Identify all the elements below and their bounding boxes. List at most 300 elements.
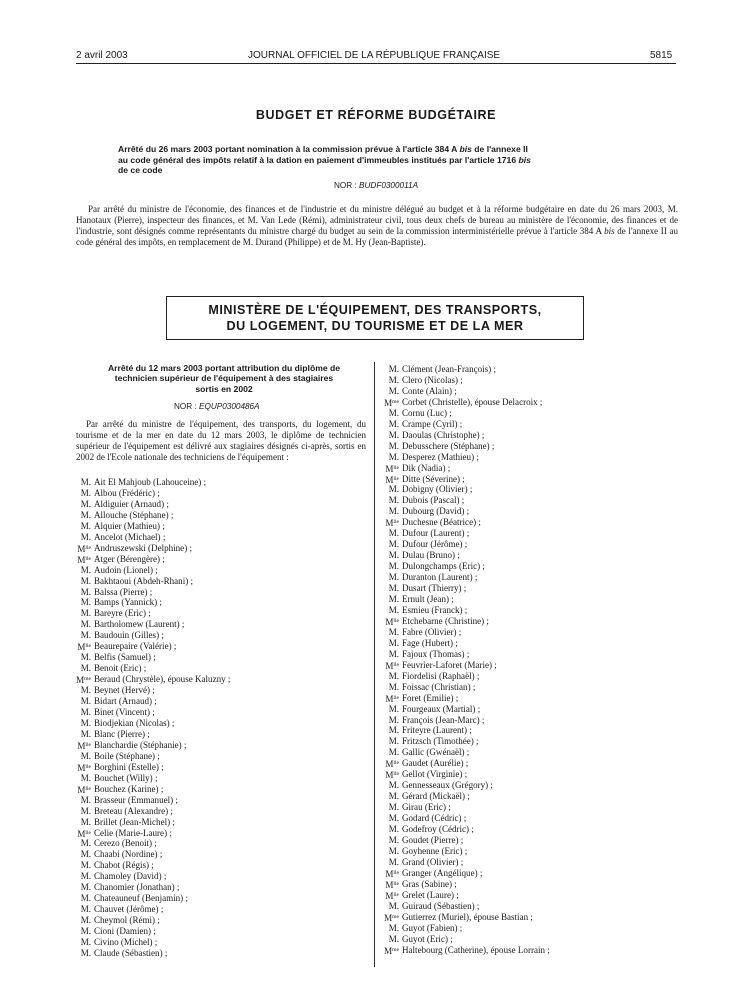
section-title-budget: BUDGET ET RÉFORME BUDGÉTAIRE (255, 108, 497, 122)
name-entry (384, 693, 550, 704)
name-entry (384, 715, 550, 726)
civility-title: M. (80, 586, 91, 597)
name-entry (384, 868, 550, 879)
civility-title: M. (388, 604, 399, 615)
name-entry (384, 408, 550, 419)
civility-title: $M^{lle}$ (385, 759, 399, 770)
civility-title: M. (80, 652, 91, 663)
name-entry (76, 587, 230, 598)
person-name: Guyot (Fabien) ; (402, 922, 463, 933)
person-name: Dulau (Bruno) ; (402, 550, 460, 561)
civility-title: $M^{lle}$ (385, 660, 399, 671)
person-name: Haltebourg (Catherine), épouse Lorrain ; (402, 944, 550, 955)
civility-title: M. (388, 900, 399, 911)
header-rule (76, 63, 676, 64)
person-name: Godard (Cédric) ; (402, 813, 467, 824)
civility-title: M. (80, 871, 91, 882)
civility-title: M. (388, 374, 399, 385)
name-entry (384, 736, 550, 747)
person-name: Clément (Jean-François) ; (402, 364, 496, 374)
civility-title: M. (388, 856, 399, 867)
person-name: Cheymol (Rémi) ; (94, 915, 160, 926)
name-entry (384, 671, 550, 682)
name-entry (76, 674, 230, 685)
person-name: Dubourg (David) ; (402, 506, 470, 517)
person-name: Etchebarne (Christine) ; (402, 615, 489, 626)
person-name: Gérard (Mickaël) ; (402, 791, 470, 802)
name-entry (384, 835, 550, 846)
person-name: Ait El Mahjoub (Lahouceine) ; (94, 477, 207, 487)
civility-title: M. (388, 626, 399, 637)
civility-title: M. (80, 663, 91, 674)
civility-title: M. (80, 816, 91, 827)
person-name: Brasseur (Emmanuel) ; (94, 794, 178, 805)
name-entry (384, 846, 550, 857)
person-name: Benoit (Eric) ; (94, 663, 147, 674)
civility-title: M. (80, 619, 91, 630)
name-entry (76, 828, 230, 839)
civility-title: M. (80, 564, 91, 575)
civility-title: M. (80, 477, 91, 487)
person-name: Dufour (Jérôme) ; (402, 539, 468, 550)
person-name: Grelet (Laure) ; (402, 889, 459, 900)
arrete-title-equipement: Arrêté du 12 mars 2003 portant attribution du diplôme de technicien supérieur de l'équipement à des stagiaires sortis en 2002 (107, 363, 341, 394)
person-name: Granger (Angélique) ; (402, 867, 483, 878)
name-entry (76, 652, 230, 663)
person-name: Gras (Sabine) ; (402, 878, 457, 889)
name-entry (384, 463, 550, 474)
person-name: Clero (Nicolas) ; (402, 374, 463, 385)
civility-title: M. (388, 802, 399, 813)
name-entry (76, 871, 230, 882)
person-name: Ditte (Séverine) ; (402, 473, 465, 484)
civility-title: $M^{lle}$ (77, 828, 91, 839)
name-entry (76, 488, 230, 499)
civility-title: M. (80, 520, 91, 531)
civility-title: $M^{lle}$ (77, 740, 91, 751)
person-name: Gellot (Virginie) ; (402, 769, 468, 780)
civility-title: M. (80, 893, 91, 904)
name-entry (76, 696, 230, 707)
person-name: Beaurepaire (Valérie) ; (94, 641, 177, 652)
person-name: Gennesseaux (Grégory) ; (402, 780, 493, 791)
civility-title: $M^{lle}$ (385, 518, 399, 529)
header-date: 2 avril 2003 (76, 50, 128, 61)
name-entry (384, 517, 550, 528)
name-entry (76, 532, 230, 543)
name-entry (384, 397, 550, 408)
person-name: Desperez (Mathieu) ; (402, 451, 479, 462)
person-name: Guiraud (Sébastien) ; (402, 900, 480, 911)
name-entry (76, 565, 230, 576)
name-entry (384, 802, 550, 813)
civility-title: M. (388, 670, 399, 681)
name-entry (76, 904, 230, 915)
person-name: Blanc (Pierre) ; (94, 728, 150, 739)
name-entry (384, 572, 550, 583)
name-entry (384, 660, 550, 671)
person-name: Boile (Stéphane) ; (94, 750, 160, 761)
name-entry (76, 576, 230, 587)
civility-title: M. (80, 509, 91, 520)
person-name: Fage (Hubert) ; (402, 637, 458, 648)
civility-title: M. (80, 904, 91, 915)
civility-title: $M^{lle}$ (77, 554, 91, 565)
person-name: Breteau (Alexandre) ; (94, 805, 173, 816)
civility-title: M. (80, 772, 91, 783)
person-name: Bouchet (Willy) ; (94, 772, 158, 783)
person-name: Atger (Bérengère) ; (94, 553, 165, 564)
civility-title: M. (80, 805, 91, 816)
civility-title: M. (388, 824, 399, 835)
person-name: Dubois (Pascal) ; (402, 495, 465, 506)
name-entry (76, 915, 230, 926)
person-name: Beynet (Hervé) ; (94, 685, 155, 696)
person-name: Foissac (Christian) ; (402, 681, 476, 692)
civility-title: $M^{me}$ (384, 912, 399, 923)
name-entry (384, 890, 550, 901)
person-name: Alquier (Mathieu) ; (94, 520, 165, 531)
person-name: Dusart (Thierry) ; (402, 583, 467, 594)
civility-title: M. (388, 747, 399, 758)
name-entry (384, 583, 550, 594)
civility-title: M. (80, 728, 91, 739)
name-entry (76, 795, 230, 806)
person-name: Bamps (Yannick) ; (94, 597, 162, 608)
civility-title: $M^{lle}$ (385, 693, 399, 704)
civility-title: $M^{lle}$ (385, 463, 399, 474)
civility-title: M. (388, 506, 399, 517)
civility-title: M. (388, 407, 399, 418)
civility-title: $M^{lle}$ (385, 890, 399, 901)
name-entry (384, 824, 550, 835)
person-name: Bidart (Arnaud) ; (94, 696, 157, 707)
civility-title: M. (80, 717, 91, 728)
person-name: Belfis (Samuel) ; (94, 652, 156, 663)
person-name: Godefroy (Cédric) ; (402, 824, 474, 835)
civility-title: $M^{lle}$ (385, 879, 399, 890)
civility-title: M. (388, 561, 399, 572)
name-entry (76, 762, 230, 773)
person-name: Goudet (Pierre) ; (402, 834, 464, 845)
page-number: 5815 (650, 50, 673, 61)
person-name: Fabre (Olivier) ; (402, 626, 462, 637)
name-entry (76, 893, 230, 904)
civility-title: M. (388, 539, 399, 550)
name-entry (384, 638, 550, 649)
person-name: Binet (Vincent) ; (94, 707, 155, 718)
civility-title: M. (388, 385, 399, 396)
name-entry (384, 616, 550, 627)
civility-title: M. (80, 750, 91, 761)
civility-title: M. (80, 630, 91, 641)
name-entry (76, 608, 230, 619)
civility-title: M. (80, 838, 91, 849)
person-name: Gutierrez (Muriel), épouse Bastian ; (402, 911, 533, 922)
civility-title: M. (388, 583, 399, 594)
civility-title: $M^{lle}$ (385, 868, 399, 879)
civility-title: M. (388, 550, 399, 561)
name-entry (76, 521, 230, 532)
person-name: Bareyre (Eric) ; (94, 608, 151, 619)
person-name: Beraud (Chrystèle), épouse Kaluzny ; (94, 674, 231, 685)
name-entry (76, 948, 230, 959)
arrete-body-equipement: Par arrêté du ministre de l'équipement, des transports, du logement, du tourisme et de la mer en date du 12 mars 2003, le diplôme de technicien supérieur de l'équipement est délivré aux stagiaires désignés ci-après, sortis en 2002 de l'Ecole nationale des techniciens de l'équipement : (76, 419, 366, 462)
civility-title: M. (80, 926, 91, 937)
name-entry (384, 594, 550, 605)
name-entry (76, 849, 230, 860)
person-name: Cornu (Luc) ; (402, 407, 452, 418)
person-name: Bakhtaoui (Abdeh-Rhani) ; (94, 575, 193, 586)
person-name: Balssa (Pierre) ; (94, 586, 153, 597)
person-name: Fritzsch (Timothée) ; (402, 736, 479, 747)
civility-title: M. (80, 707, 91, 718)
person-name: Fiordelisi (Raphaël) ; (402, 670, 480, 681)
name-entry (76, 499, 230, 510)
name-entry (76, 817, 230, 828)
name-entry (76, 806, 230, 817)
person-name: Guyot (Eric) ; (402, 933, 453, 944)
civility-title: M. (388, 714, 399, 725)
civility-title: M. (388, 495, 399, 506)
name-entry (76, 477, 230, 488)
person-name: Dufour (Laurent) ; (402, 528, 470, 539)
person-name: Esmieu (Franck) ; (402, 604, 468, 615)
name-entry (384, 857, 550, 868)
civility-title: M. (80, 915, 91, 926)
civility-title: M. (80, 696, 91, 707)
name-entry (384, 945, 550, 956)
name-entry (384, 605, 550, 616)
person-name: Cerezo (Benoit) ; (94, 838, 157, 849)
name-entry (76, 663, 230, 674)
name-entry (384, 649, 550, 660)
person-name: Audoin (Lionel) ; (94, 564, 158, 575)
name-entry (76, 784, 230, 795)
name-entry (384, 934, 550, 945)
name-entry (76, 926, 230, 937)
civility-title: M. (388, 451, 399, 462)
civility-title: M. (80, 608, 91, 619)
civility-title: M. (80, 498, 91, 509)
name-entry (384, 528, 550, 539)
person-name: Albou (Frédéric) ; (94, 487, 160, 498)
person-name: Cioni (Damien) ; (94, 926, 156, 937)
civility-title: M. (388, 834, 399, 845)
name-entry (384, 441, 550, 452)
civility-title: M. (80, 685, 91, 696)
person-name: Conte (Alain) ; (402, 385, 457, 396)
name-entry (384, 430, 550, 441)
person-name: Corbet (Christelle), épouse Delacroix ; (402, 396, 543, 407)
name-entry (76, 510, 230, 521)
civility-title: M. (80, 849, 91, 860)
person-name: Grand (Olivier) ; (402, 856, 464, 867)
person-name: Ancelot (Michael) ; (94, 531, 166, 542)
name-entry (384, 813, 550, 824)
person-name: François (Jean-Marc) ; (402, 714, 485, 725)
person-name: Chaabi (Nordine) ; (94, 849, 163, 860)
name-entry (76, 554, 230, 565)
name-entry (384, 419, 550, 430)
person-name: Borghini (Estelle) ; (94, 761, 164, 772)
name-entry (384, 791, 550, 802)
person-name: Celie (Marie-Laure) ; (94, 827, 172, 838)
civility-title: M. (80, 531, 91, 542)
name-entry (76, 707, 230, 718)
civility-title: M. (388, 440, 399, 451)
name-entry (76, 619, 230, 630)
name-entry (76, 838, 230, 849)
name-entry (76, 543, 230, 554)
name-entry (384, 550, 550, 561)
person-name: Biodjekian (Nicolas) ; (94, 717, 175, 728)
name-entry (384, 780, 550, 791)
name-entry (384, 725, 550, 736)
name-entry (384, 747, 550, 758)
nor-reference-budget: NOR : BUDF0300011A (334, 181, 419, 190)
civility-title: M. (388, 648, 399, 659)
person-name: Aldiguier (Arnaud) ; (94, 498, 169, 509)
ministry-heading-line2: DU LOGEMENT, DU TOURISME ET DE LA MER (226, 319, 524, 333)
civility-title: M. (388, 922, 399, 933)
person-name: Claude (Sébastien) ; (94, 947, 168, 958)
civility-title: M. (388, 791, 399, 802)
civility-title: M. (388, 681, 399, 692)
person-name: Goyhenne (Eric) ; (402, 845, 468, 856)
civility-title: M. (388, 484, 399, 495)
civility-title: $M^{lle}$ (385, 616, 399, 627)
name-entry (384, 484, 550, 495)
person-name: Debusschere (Stéphane) ; (402, 440, 495, 451)
name-entry (76, 740, 230, 751)
civility-title: M. (80, 794, 91, 805)
civility-title: M. (388, 813, 399, 824)
civility-title: M. (388, 736, 399, 747)
name-entry (384, 923, 550, 934)
civility-title: M. (388, 364, 399, 374)
person-name: Baudouin (Gilles) ; (94, 630, 164, 641)
ministry-heading-box (166, 296, 584, 340)
name-entry (384, 375, 550, 386)
person-name: Blanchardie (Stéphanie) ; (94, 739, 187, 750)
civility-title: M. (388, 725, 399, 736)
person-name: Andruszewski (Delphine) ; (94, 542, 192, 553)
person-name: Ernult (Jean) ; (402, 594, 454, 605)
name-entry (384, 364, 550, 375)
person-name: Duranton (Laurent) ; (402, 572, 478, 583)
name-entry (384, 386, 550, 397)
person-name: Duchesne (Béatrice) ; (402, 517, 481, 528)
person-name: Chauvet (Jérôme) ; (94, 904, 164, 915)
name-entry (384, 912, 550, 923)
arrete-title-budget: Arrêté du 26 mars 2003 portant nomination à la commission prévue à l'article 384 A bis de l'annexe II au code général des impôts relatif à la dation en paiement d'immeubles institués par l'article 1716 bis de ce code (118, 144, 531, 175)
person-name: Allouche (Stéphane) ; (94, 509, 174, 520)
civility-title: $M^{lle}$ (385, 474, 399, 485)
person-name: Gallic (Gwénaël) ; (402, 747, 470, 758)
nor-reference-equipement: NOR : EQUP0300486A (174, 402, 260, 411)
name-entry (384, 627, 550, 638)
civility-title: M. (388, 933, 399, 944)
person-name: Chanomier (Jonathan) ; (94, 882, 180, 893)
civility-title: M. (388, 594, 399, 605)
person-name: Dobigny (Olivier) ; (402, 484, 473, 495)
name-entry (76, 718, 230, 729)
civility-title: M. (388, 845, 399, 856)
journal-title: JOURNAL OFFICIEL DE LA RÉPUBLIQUE FRANÇAISE (248, 50, 501, 61)
name-entry (384, 506, 550, 517)
civility-title: M. (388, 429, 399, 440)
person-name: Dik (Nadia) ; (402, 462, 451, 473)
name-entry (76, 597, 230, 608)
arrete-body-budget: Par arrêté du ministre de l'économie, des finances et de l'industrie et du ministre délégué au budget et à la réforme budgétaire en date du 26 mars 2003, M. Hanotaux (Pierre), inspecteur des finances, et M. Van Lede (Rémi), administrateur civil, tous deux chefs de bureau au ministère de l'économie, des finances et de l'industrie, sont désignés comme représentants du ministre chargé du budget au sein de la commission interministérielle prévue à l'article 384 A bis de l'annexe II au code général des impôts, en remplacement de M. Durand (Philippe) et de M. Hy (Jean-Baptiste). (76, 204, 678, 247)
name-entry (384, 879, 550, 890)
name-entry (76, 860, 230, 871)
civility-title: $M^{lle}$ (77, 543, 91, 554)
name-entry (384, 704, 550, 715)
civility-title: M. (388, 528, 399, 539)
civility-title: $M^{lle}$ (77, 642, 91, 653)
civility-title: M. (388, 780, 399, 791)
civility-title: $M^{lle}$ (77, 784, 91, 795)
person-name: Brillet (Jean-Michel) ; (94, 816, 175, 827)
name-entry (76, 882, 230, 893)
civility-title: M. (388, 703, 399, 714)
person-name: Bartholomew (Laurent) ; (94, 619, 185, 630)
person-name: Chabot (Régis) ; (94, 860, 154, 871)
civility-title: M. (80, 575, 91, 586)
name-entry (384, 901, 550, 912)
civility-title: M. (388, 418, 399, 429)
person-name: Dulongchamps (Eric) ; (402, 561, 485, 572)
civility-title: M. (80, 882, 91, 893)
name-entry (76, 729, 230, 740)
name-entry (76, 630, 230, 641)
civility-title: $M^{lle}$ (77, 762, 91, 773)
name-entry (384, 495, 550, 506)
name-entry (76, 641, 230, 652)
name-entry (384, 452, 550, 463)
civility-title: M. (80, 487, 91, 498)
name-entry (76, 937, 230, 948)
name-entry (384, 539, 550, 550)
name-entry (384, 561, 550, 572)
person-name: Chamoley (David) ; (94, 871, 167, 882)
civility-title: $M^{lle}$ (385, 770, 399, 781)
name-entry (384, 682, 550, 693)
ministry-heading-line1: MINISTÈRE DE L'ÉQUIPEMENT, DES TRANSPORTS, (208, 303, 542, 317)
person-name: Daoulas (Christophe) ; (402, 429, 485, 440)
name-entry (76, 685, 230, 696)
person-name: Feuvrier-Laforet (Marie) ; (402, 659, 497, 670)
name-entry (384, 758, 550, 769)
laureates-list-right (384, 364, 550, 955)
civility-title: M. (80, 947, 91, 958)
person-name: Fajoux (Thomas) ; (402, 648, 470, 659)
column-divider (374, 362, 375, 967)
civility-title: $M^{me}$ (76, 675, 91, 686)
person-name: Fourgeaux (Martial) ; (402, 703, 481, 714)
name-entry (76, 773, 230, 784)
laureates-list-left (76, 477, 230, 959)
person-name: Crampe (Cyril) ; (402, 418, 463, 429)
name-entry (384, 769, 550, 780)
person-name: Foret (Emilie) ; (402, 692, 459, 703)
person-name: Gaudet (Aurélie) ; (402, 758, 469, 769)
civility-title: M. (80, 597, 91, 608)
civility-title: M. (80, 937, 91, 948)
name-entry (384, 474, 550, 485)
